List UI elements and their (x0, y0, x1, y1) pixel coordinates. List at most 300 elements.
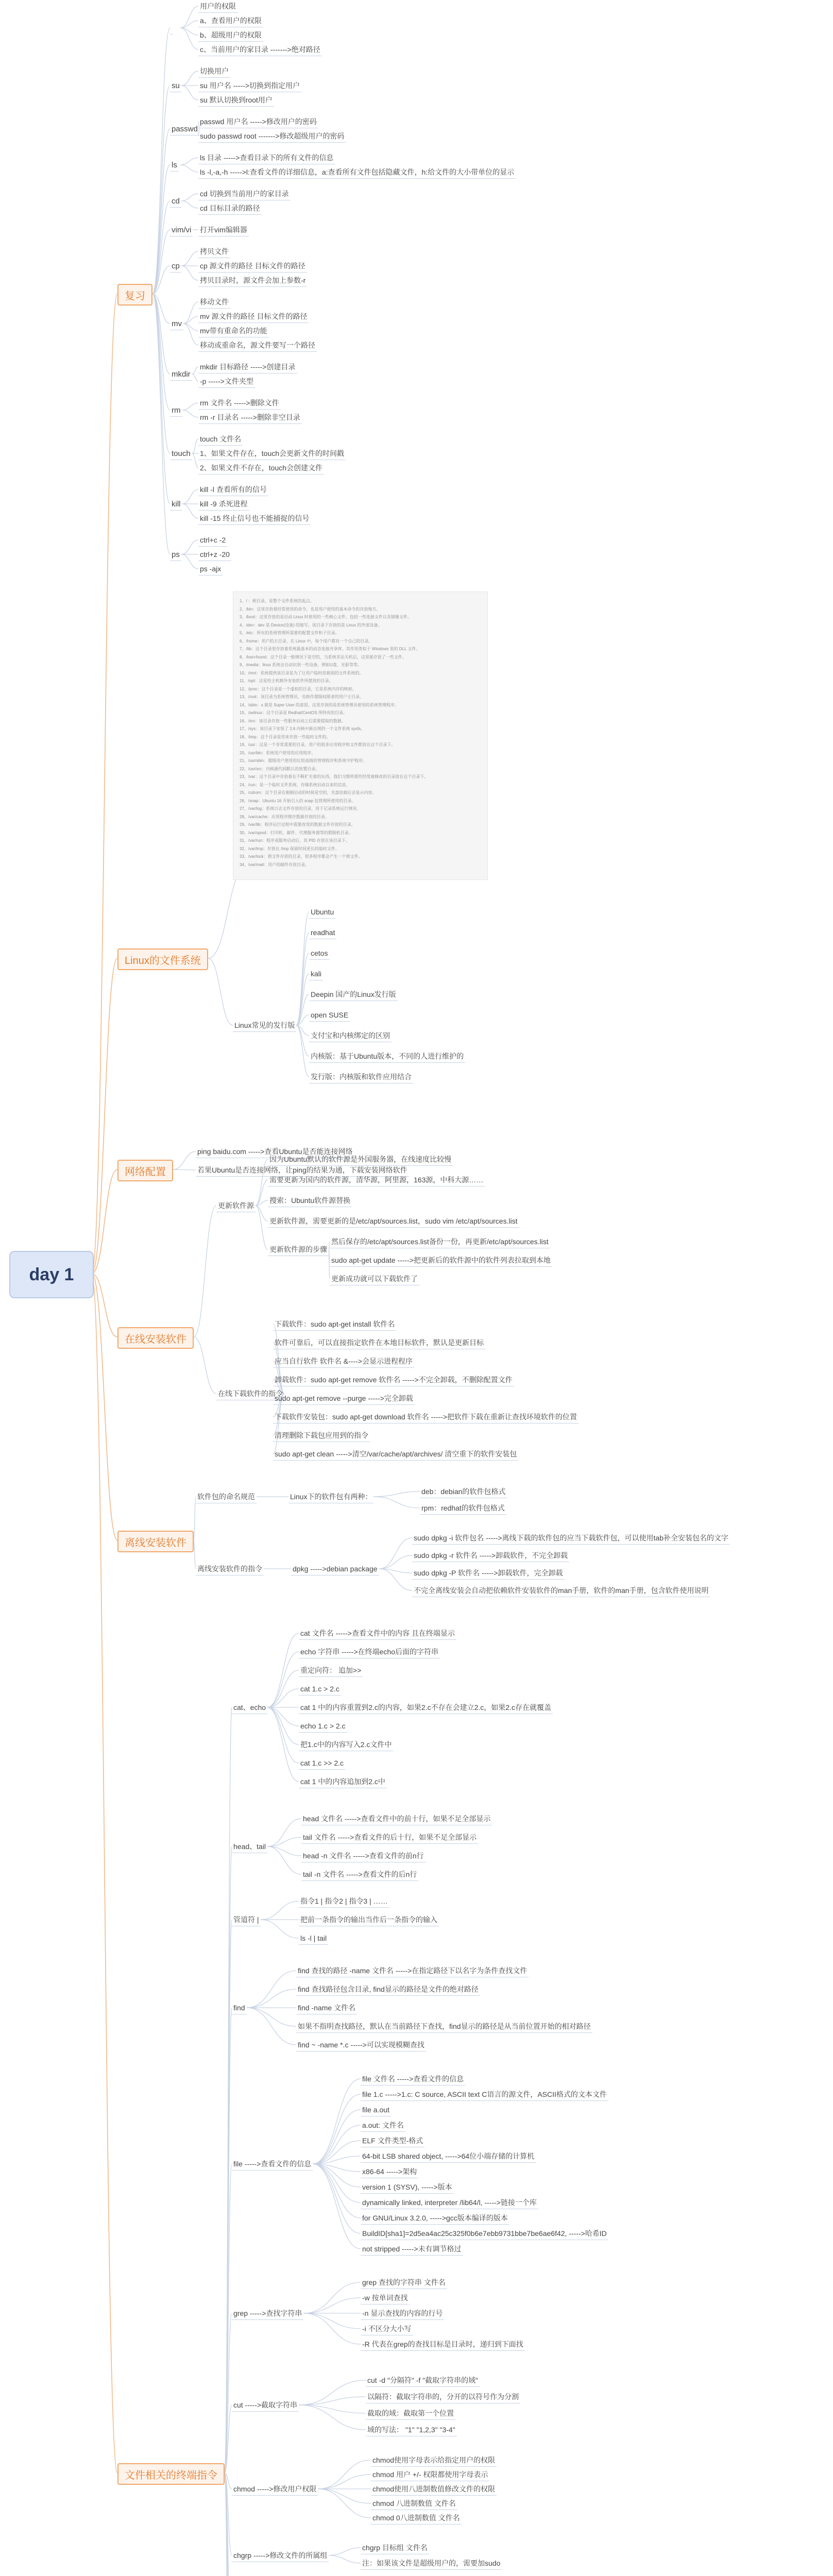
connector (247, 1971, 296, 2008)
offline-dpkg-item[interactable]: sudo dpkg -P 软件名 ----->卸载软件，完全卸载 (412, 1567, 565, 1580)
note-line: 32、/var/tmp：存放比 /tmp 保留时间更长的临时文件。 (240, 846, 339, 851)
fs-distros-label[interactable]: Linux常见的发行版 (233, 1019, 296, 1032)
connector (313, 2125, 361, 2164)
connector (183, 302, 198, 324)
review-cmd-mv[interactable]: mv (170, 317, 183, 330)
connector (92, 1170, 117, 1274)
review-cmd-kill[interactable]: kill (170, 498, 182, 511)
connector (152, 129, 170, 294)
note-line: 4、/dev：dev 是 Device(设备) 的缩写，该目录下存放的是 Linux 的外部设备。 (240, 622, 382, 628)
review-item[interactable]: rm -r 目录名 ----->删除非空目录 (198, 411, 302, 424)
online-update-item[interactable]: 更新软件源，需要更新的是/etc/apt/sources.list，sudo vim /etc/apt/sources.list (268, 1215, 519, 1228)
cmd-cat-item[interactable]: 把1.c中的内容写入2.c文件中 (299, 1738, 393, 1751)
cmd-grep-item[interactable]: -i 不区分大小写 (361, 2323, 413, 2335)
review-item[interactable]: kill -l 查看所有的信号 (198, 483, 268, 496)
online-update-label[interactable]: 更新软件源 (216, 1199, 256, 1212)
cmd-cut-item[interactable]: 截取的域：截取第一个位置 (366, 2407, 455, 2420)
connector (303, 2282, 361, 2313)
review-item[interactable]: -p ----->文件夹型 (198, 375, 255, 388)
connector (303, 2298, 361, 2313)
connector (256, 1206, 268, 1221)
review-cmd-cd[interactable]: cd (170, 195, 181, 208)
connector (318, 2489, 371, 2518)
review-cmd-cp[interactable]: cp (170, 260, 181, 273)
review-item[interactable]: kill -15 终止信号也不能捕捉的信号 (198, 512, 311, 525)
offline-dpkg-item[interactable]: sudo dpkg -i 软件包名 ----->离线下载的软件包的应当下载软件包，可以使用tab补全安装包名的文字 (412, 1532, 730, 1545)
connector (313, 2164, 361, 2249)
cmd-file-item[interactable]: for GNU/Linux 3.2.0, ----->gcc版本编译的版本 (361, 2212, 509, 2225)
connector (192, 453, 198, 468)
connector (247, 1989, 296, 2008)
online-install-item[interactable]: 卸载软件：sudo apt-get remove 软件名 ----->不完全卸载，不删除配置文件 (273, 1374, 514, 1386)
cmd-file-label[interactable]: file ----->查看文件的信息 (232, 2158, 313, 2171)
cmd-cat-item[interactable]: echo 1.c > 2.c (299, 1720, 347, 1733)
offline-naming-label[interactable]: 软件包的命名规范 (196, 1490, 257, 1503)
offline-naming-middle[interactable]: Linux下的软件包有两种： (288, 1490, 373, 1503)
note-line: 8、/lost+found：这个目录一般情况下是空的，当系统非法关机后，这里就存放了一些文件。 (240, 654, 406, 659)
fs-distro[interactable]: readhat (309, 926, 336, 939)
cmd-find-item[interactable]: find -name 文件名 (296, 2002, 357, 2014)
cmd-cat-item[interactable]: cat 1 中的内容重置到2.c的内容，如果2.c不存在会建立2.c，如果2.c存在就覆盖 (299, 1701, 553, 1714)
review-item[interactable]: 移动文件 (198, 296, 230, 309)
connector (225, 1920, 232, 2473)
cmd-grep-label[interactable]: grep ----->查找字符串 (232, 2307, 303, 2320)
cmd-head-item[interactable]: tail 文件名 ----->查看文件的后十行，如果不足全部显示 (301, 1831, 478, 1844)
cmd-file-item[interactable]: dynamically linked, interpreter /lib64/l, ----->链接一个库 (361, 2196, 538, 2209)
online-install-item[interactable]: sudo apt-get clean ----->清空/var/cache/apt/archives/ 清空重下的软件安装包 (273, 1448, 518, 1461)
review-item[interactable]: 移动或重命名，源文件要写一个路径 (198, 339, 317, 352)
cmd-cat-item[interactable]: 重定向符： 追加>> (299, 1664, 363, 1677)
connector (180, 158, 198, 165)
cmd-cut-item[interactable]: cut -d "分隔符" -f "截取字符串的域" (366, 2374, 480, 2387)
cmd-pipe-item[interactable]: 指令1 | 指令2 | 指令3 | …… (299, 1895, 389, 1908)
cmd-chgrp-label[interactable]: chgrp ----->修改文件的所属组 (232, 2549, 329, 2562)
cmd-file-item[interactable]: file 文件名 ----->查看文件的信息 (361, 2073, 465, 2086)
cmd-find-item[interactable]: 如果不指明查找路径，默认在当前路径下查找，find显示的路径是从当前位置开始的相对路径 (296, 2020, 592, 2033)
online-update-item[interactable]: 搜索：Ubuntu软件源替换 (268, 1194, 352, 1207)
fs-distro[interactable]: cetos (309, 947, 329, 960)
note-line: 28、/var/cache：应用程序缓存数据存放的目录。 (240, 814, 329, 819)
note-line: 23、/var：这个目录中存放着在不断扩充着的东西，我们习惯将那些经常被修改的目录放在这个目录下。 (240, 774, 429, 779)
note-line: 11、/opt：这是给主机额外安装软件所摆放的目录。 (240, 679, 333, 683)
connector (267, 1707, 299, 1782)
fs-distro[interactable]: Ubuntu (309, 906, 335, 919)
review-item[interactable]: 拷贝文件 (198, 245, 230, 258)
connector (225, 2313, 232, 2473)
connector (225, 2008, 232, 2473)
connector (152, 294, 170, 554)
fs-distro[interactable]: open SUSE (309, 1009, 350, 1022)
note-line: 15、/selinux：这个目录是 Redhat/CentOS 所特有的目录。 (240, 710, 347, 715)
connector (180, 28, 198, 49)
connector (225, 2473, 232, 2576)
connector (256, 1180, 268, 1206)
online-install-item[interactable]: 下载软件安装包：sudo apt-get download 软件名 ----->把软件下载在重新让查找环境软件的位置 (273, 1411, 579, 1423)
cmd-file-item[interactable]: BuildID[sha1]=2d5ea4ac25c325f0b6e7ebb9731bbe7be6ae6f42, ----->哈希ID (361, 2227, 608, 2240)
connector (225, 1846, 232, 2473)
connector (267, 1707, 299, 1726)
review-item[interactable]: sudo passwd root ------->修改超级用户的密码 (198, 130, 346, 143)
directory-notes-box (233, 591, 488, 880)
review-item[interactable]: cp 源文件的路径 目标文件的路径 (198, 260, 307, 273)
connector (225, 2473, 232, 2555)
cmd-chgrp-item[interactable]: chgrp 目标组 文件名 (361, 2541, 429, 2554)
connector (181, 540, 198, 554)
review-item[interactable]: 打开vim编辑器 (198, 224, 249, 236)
offline-dpkg-item[interactable]: sudo dpkg -r 软件名 ----->卸载软件，不完全卸载 (412, 1549, 569, 1562)
review-item[interactable]: mkdir 目标路径 ----->创建目录 (198, 361, 297, 374)
online-install-item[interactable]: 清理删除下载包应用到的指令 (273, 1429, 370, 1442)
connector (183, 324, 198, 345)
cmd-head-item[interactable]: tail -n 文件名 ----->查看文件的后n行 (301, 1868, 418, 1881)
connector (313, 2164, 361, 2233)
connector (296, 1025, 309, 1077)
branch-linux-fs[interactable]: Linux的文件系统 (117, 948, 208, 970)
review-item[interactable]: su 用户名 ----->切换到指定用户 (198, 79, 301, 92)
cmd-chmod-item[interactable]: chmod使用字母表示给指定用户的权限 (371, 2454, 497, 2467)
connector (313, 2164, 361, 2172)
cmd-file-item[interactable]: ELF 文件类型-格式 (361, 2134, 424, 2147)
connector (267, 1819, 301, 1846)
cmd-pipe-item[interactable]: 把前一条指令的输出当作后一条指令的输入 (299, 1913, 439, 1926)
connector (225, 1707, 232, 2473)
review-cmd-touch[interactable]: touch (170, 447, 192, 460)
cmd-cat-item[interactable]: cat 1 中的内容追加到2.c中 (299, 1775, 387, 1788)
note-line: 10、/mnt：系统提供该目录是为了让用户临时挂载别的文件系统的。 (240, 670, 364, 675)
connector (313, 2141, 361, 2164)
connector (225, 2473, 232, 2576)
connector (313, 2079, 361, 2164)
note-line: 1、/ ：根目录，是整个文件系统的起点。 (240, 599, 314, 603)
connector (152, 201, 170, 294)
connector (296, 994, 309, 1025)
connector (92, 1274, 117, 2473)
connector (182, 410, 198, 417)
connector (299, 2405, 366, 2430)
connector (181, 554, 198, 569)
fs-distro[interactable]: 内核版：基于Ubuntu版本，不同的人进行维护的 (309, 1050, 465, 1063)
cmd-pipe-item[interactable]: ls -l | tail (299, 1932, 328, 1945)
connector (182, 504, 198, 518)
connector (303, 2313, 361, 2329)
connector (313, 2164, 361, 2202)
note-line: 2、/bin：这里存放着经常使用的命令，也是用户使用的基本命令的存放地方。 (240, 606, 381, 612)
fs-distro[interactable]: 支付宝和内核绑定的区别 (309, 1029, 392, 1042)
review-cmd-mkdir[interactable]: mkdir (170, 368, 192, 381)
connector (225, 2473, 232, 2576)
cmd-chmod-item[interactable]: chmod 八进制数值 文件名 (371, 2497, 457, 2510)
note-line: 19、/usr：这是一个非常重要的目录，用户的很多应用程序和文件都放在这个目录下。 (240, 742, 396, 747)
connector (313, 2164, 361, 2218)
cmd-pipe-label[interactable]: 管道符 | (232, 1913, 261, 1926)
note-line: 29、/var/lib：程序运行过程中需要改变的数据文件存放的目录。 (240, 822, 355, 827)
cmd-grep-item[interactable]: grep 查找的字符串 文件名 (361, 2276, 447, 2289)
connector (318, 2475, 371, 2489)
fs-distro[interactable]: kali (309, 968, 323, 980)
review-item[interactable]: passwd 用户名 ----->修改用户的密码 (198, 115, 318, 128)
connector (182, 403, 198, 410)
connector (92, 294, 117, 1274)
root-node[interactable]: day 1 (9, 1251, 94, 1298)
note-line: 24、/run：是一个临时文件系统，存储系统启动以来的信息。 (240, 782, 350, 787)
connector (92, 958, 117, 1274)
connector (247, 2008, 296, 2045)
cmd-file-item[interactable]: a.out: 文件名 (361, 2119, 405, 2132)
note-line: 5、/etc：所有的系统管理所需要的配置文件和子目录。 (240, 631, 339, 635)
cmd-file-item[interactable]: not stripped ----->未有调节格过 (361, 2243, 463, 2256)
connector (313, 2164, 361, 2187)
review-item[interactable]: ps -ajx (198, 563, 223, 575)
connector (296, 912, 309, 1025)
review-cmd-su[interactable]: su (170, 79, 181, 92)
review-item[interactable]: touch 文件名 (198, 433, 243, 446)
connector (296, 953, 309, 1025)
network-item[interactable]: 若果Ubuntu是否连接网络，让ping的结果为通，下载安装网络软件 (196, 1164, 409, 1177)
review-item[interactable]: b、超级用户的权限 (198, 29, 263, 42)
note-line: 17、/sys：该目录下安装了 2.6 内核中新出现的一个文件系统 sysfs。 (240, 726, 365, 731)
connector (225, 2473, 232, 2576)
cmd-chmod-item[interactable]: chmod 用户 +/- 权限都使用字母表示 (371, 2468, 489, 2481)
review-item[interactable]: ctrl+z -20 (198, 548, 231, 561)
cmd-grep-item[interactable]: -w 按单词查找 (361, 2292, 410, 2304)
cmd-cat-item[interactable]: cat 1.c > 2.c (299, 1683, 341, 1696)
review-item[interactable]: 2、如果文件不存在，touch会创建文件 (198, 462, 324, 474)
note-line: 20、/usr/bin：系统用户使用的应用程序。 (240, 750, 316, 755)
connector (181, 266, 198, 280)
cmd-chgrp-item[interactable]: 注：如果该文件是超级用户的，需要加sudo (361, 2557, 502, 2570)
review-item[interactable]: 用户的权限 (198, 0, 237, 13)
connector (180, 28, 198, 35)
connector (183, 316, 198, 324)
online-steps-label[interactable]: 更新软件源的步骤 (268, 1243, 329, 1256)
connector (267, 1689, 299, 1707)
cmd-cut-item[interactable]: 域的写法： "1" "1,2,3" "3-4" (366, 2424, 457, 2436)
online-step[interactable]: sudo apt-get update ----->把更新后的软件源中的软件列表拉取到本地 (330, 1254, 552, 1267)
note-line: 22、/usr/src：内核源代码默认的放置目录。 (240, 766, 320, 771)
connector (373, 1492, 420, 1497)
connector (180, 165, 198, 172)
branch-offline[interactable]: 离线安装软件 (117, 1531, 194, 1552)
connector (267, 1837, 301, 1846)
cmd-cut-item[interactable]: 以隔符：截取字符串的，分开的以符号作为分割 (366, 2391, 520, 2403)
online-install-item[interactable]: sudo apt-get remove --purge ----->完全卸载 (273, 1392, 415, 1405)
branch-review[interactable]: 复习 (117, 284, 152, 306)
note-line: 6、/home：用户的主目录，在 Linux 中，每个用户都有一个自己的目录。 (240, 638, 373, 643)
note-line: 27、/var/log：系统日志文件存放的目录，用于记录系统运行情况。 (240, 806, 361, 811)
fs-distro[interactable]: 发行版：内核版和软件应用结合 (309, 1071, 413, 1083)
cmd-cat-item[interactable]: cat 文件名 ----->查看文件中的内容 且在终端显示 (299, 1627, 456, 1640)
note-line: 18、/tmp：这个目录是用来存放一些临时文件的。 (240, 734, 331, 739)
connector (182, 489, 198, 504)
review-item[interactable]: mv带有重命名的功能 (198, 325, 269, 337)
review-item[interactable]: a、查看用户的权限 (198, 14, 263, 27)
connector (261, 1920, 299, 1938)
cmd-cat-item[interactable]: echo 字符串 ----->在终端echo后面的字符串 (299, 1646, 440, 1658)
note-line: 16、/srv：该目录存放一些服务启动之后需要提取的数据。 (240, 718, 346, 723)
connector (194, 1337, 216, 1394)
review-item[interactable]: ls -l,-a,-h ----->l:查看文件的详细信息，a:查看所有文件包括隐藏文件，h:给文件的大小带单位的显示 (198, 166, 516, 179)
connector (267, 1707, 299, 1744)
offline-pkg-format[interactable]: deb：debian的软件包格式 (420, 1485, 507, 1498)
connector (299, 2380, 366, 2405)
connector (181, 71, 198, 86)
connector (267, 1846, 301, 1856)
review-item[interactable]: c、当前用户的家目录 ------->绝对路径 (198, 43, 322, 56)
connector (194, 1206, 216, 1337)
connector (313, 2094, 361, 2164)
offline-pkg-format[interactable]: rpm：redhat的软件包格式 (420, 1502, 506, 1515)
review-item[interactable]: ls 目录 ----->查看目录下的所有文件的信息 (198, 151, 335, 164)
connector (256, 1200, 268, 1206)
connector (225, 2405, 232, 2473)
connector (267, 1707, 299, 1763)
connector (296, 1015, 309, 1025)
connector (256, 1206, 268, 1249)
review-item[interactable]: cd 切换到当前用户的家目录 (198, 188, 291, 200)
cmd-chmod-item[interactable]: chmod 0八进制数值 文件名 (371, 2512, 462, 2524)
connector (225, 2473, 232, 2489)
connector (181, 86, 198, 100)
cmd-file-item[interactable]: file 1.c ----->1.c: C source, ASCII text C语言的源文件，ASCII格式的文本文件 (361, 2088, 608, 2101)
connector (379, 1569, 412, 1590)
cmd-file-item[interactable]: x86-64 ----->架构 (361, 2165, 418, 2178)
connector (247, 2008, 296, 2026)
cmd-chmod-item[interactable]: chmod使用八进制数值修改文件的权限 (371, 2483, 497, 2496)
connector (92, 1274, 117, 1540)
branch-commands[interactable]: 文件相关的终端指令 (117, 2463, 225, 2485)
online-step[interactable]: 更新成功就可以下载软件了 (330, 1273, 419, 1285)
connector (152, 294, 170, 453)
connector (173, 1151, 196, 1170)
review-item[interactable]: 1、如果文件存在，touch会更新文件的时间戳 (198, 447, 346, 460)
online-install-item[interactable]: 下载软件：sudo apt-get install 软件名 (273, 1318, 396, 1331)
cmd-find-item[interactable]: find 查找的路径 -name 文件名 ----->在指定路径下以名字为条件查找文件 (296, 1964, 529, 1977)
note-line: 31、/var/run：程序或服务启动后，其 PID 存放在该目录下。 (240, 838, 350, 843)
review-cmd-ls[interactable]: ls (170, 159, 179, 172)
online-install-label[interactable]: 在线下载软件的指令 (216, 1387, 284, 1400)
offline-dpkg-item[interactable]: 不完全离线安装会自动把依赖软件安装软件的man手册，软件的man手册，包含软件使用说明 (412, 1584, 710, 1597)
note-line: 13、/root：该目录为系统管理员，也称作超级权限者的用户主目录。 (240, 694, 364, 699)
note-line: 9、/media：linux 系统会自动识别一些设备，例如U盘、光驱等等。 (240, 663, 362, 667)
note-line: 14、/sbin：s 就是 Super User 的意思，这里存放的是系统管理员使用的系统管理程序。 (240, 702, 399, 707)
connector (296, 1025, 309, 1056)
cmd-file-item[interactable]: version 1 (SYSV), ----->版本 (361, 2181, 454, 2194)
fs-distro[interactable]: Deepin 国产的Linux发行版 (309, 988, 398, 1001)
connector (181, 201, 198, 208)
cmd-find-label[interactable]: find (232, 2002, 247, 2014)
connector (261, 1901, 299, 1920)
connector (329, 2555, 361, 2563)
note-line: 25、/cdrom：这个目录在刚刚启动的时候是空的，光盘挂载后会显示内容。 (240, 790, 377, 795)
online-install-item[interactable]: 应当自行软件 软件名 &---->会显示进程程序 (273, 1355, 414, 1368)
review-item[interactable]: cd 目标目录的路径 (198, 202, 262, 215)
cmd-cat-item[interactable]: cat 1.c >> 2.c (299, 1757, 345, 1770)
review-cmd-rm[interactable]: rm (170, 404, 182, 417)
offline-dpkg-middle[interactable]: dpkg ----->debian package (291, 1563, 379, 1575)
cmd-file-item[interactable]: file a.out (361, 2104, 391, 2116)
review-cmd-passwd[interactable]: passwd (170, 123, 199, 135)
connector (92, 1274, 117, 1337)
note-line: 3、/boot：这里存放的是启动 Linux 时使用的一些核心文件，包括一些连接文件以及镜像文件。 (240, 615, 412, 619)
connector (192, 439, 198, 453)
connector (296, 974, 309, 1025)
cmd-cut-label[interactable]: cut ----->截取字符串 (232, 2399, 299, 2412)
connector (152, 266, 170, 294)
connector (152, 230, 170, 294)
connector (296, 1025, 309, 1036)
network-item[interactable]: ping baidu.com ----->查看Ubuntu是否能连接网络 (196, 1145, 354, 1158)
cmd-file-item[interactable]: 64-bit LSB shared object, ----->64位小端存储的计算机 (361, 2150, 536, 2163)
connector (313, 2110, 361, 2164)
connector (313, 2156, 361, 2164)
review-cmd-ps[interactable]: ps (170, 548, 181, 561)
connector (267, 1846, 301, 1874)
connector (152, 294, 170, 324)
review-item[interactable]: su 默认切换到root用户 (198, 94, 274, 107)
cmd-head-label[interactable]: head、tail (232, 1840, 267, 1853)
cmd-grep-item[interactable]: -R 代表在grep的查找目标是目录时，递归到下面找 (361, 2338, 525, 2351)
cmd-chmod-label[interactable]: chmod ----->修改用户权限 (232, 2483, 318, 2496)
note-line: 7、/lib：这个目录里存放着系统最基本的动态连接共享库，其作用类似于 Windows 里的 DLL 文件。 (240, 647, 420, 651)
connector (152, 294, 170, 504)
connector (296, 933, 309, 1025)
online-install-item[interactable]: 软件可靠后，可以直接指定软件在本地目标软件，默认是更新目标 (273, 1336, 485, 1349)
branch-network[interactable]: 网络配置 (117, 1160, 173, 1181)
connector (180, 6, 198, 28)
cmd-grep-item[interactable]: -n 显示查找的内容的行号 (361, 2307, 444, 2320)
note-line: 33、/var/lock：锁文件存放的目录，很多程序都会产生一个锁文件。 (240, 854, 363, 859)
cmd-cat-label[interactable]: cat、echo (232, 1701, 267, 1714)
branch-online[interactable]: 在线安装软件 (117, 1327, 194, 1349)
review-item[interactable]: rm 文件名 ----->删除文件 (198, 397, 281, 410)
connector (267, 1670, 299, 1707)
connector (152, 28, 170, 294)
cmd-head-item[interactable]: head 文件名 ----->查看文件中的前十行，如果不足全部显示 (301, 1812, 492, 1825)
online-update-item[interactable]: 因为Ubuntu默认的软件源是外国服务器，在线速度比较慢 (268, 1153, 453, 1166)
review-item[interactable]: 切换用户 (198, 65, 230, 78)
connector (152, 294, 170, 410)
online-update-item[interactable]: 需要更新为国内的软件源，清华源，阿里源，163源，中科大源…… (268, 1174, 485, 1187)
review-item[interactable]: 拷贝目录时，源文件会加上参数-r (198, 274, 307, 287)
note-line: 30、/var/spool：打印机、邮件、代理服务器等的假脱机目录。 (240, 830, 353, 835)
connector (152, 165, 170, 294)
connector (181, 194, 198, 201)
note-line: 34、/var/mail：用户的邮件存放目录。 (240, 862, 310, 867)
review-item[interactable]: kill -9 杀死进程 (198, 498, 249, 511)
review-item[interactable]: ctrl+c -2 (198, 534, 227, 547)
cmd-find-item[interactable]: find 查找路径包含目录, find显示的路径是文件的绝对路径 (296, 1983, 480, 1996)
review-cmd-user[interactable] (170, 22, 173, 35)
connector (192, 374, 198, 381)
note-line: 26、/snap：Ubuntu 16 开始引入的 snap 包管理所使用的目录。 (240, 798, 356, 803)
connector (299, 2397, 366, 2405)
connector (183, 324, 198, 331)
offline-dpkg-label[interactable]: 离线安装软件的指令 (196, 1563, 264, 1575)
note-line: 21、/usr/sbin：超级用户使用的比较高级的管理程序和系统守护程序。 (240, 758, 367, 763)
review-cmd-vim/vi[interactable]: vim/vi (170, 224, 193, 236)
connector (225, 2164, 232, 2473)
connector (267, 1652, 299, 1707)
connector (318, 2489, 371, 2503)
connector (318, 2460, 371, 2489)
cmd-head-item[interactable]: head -n 文件名 ----->查看文件的前n行 (301, 1850, 426, 1862)
connector (152, 294, 170, 374)
review-item[interactable]: mv 源文件的路径 目标文件的路径 (198, 310, 309, 323)
cmd-find-item[interactable]: find ~ -name *.c ----->可以实现模糊查找 (296, 2039, 426, 2052)
online-step[interactable]: 然后保存的/etc/apt/sources.list备份一份，再更新/etc/apt/sources.list (330, 1235, 550, 1248)
connector (379, 1555, 412, 1569)
connector (192, 367, 198, 374)
